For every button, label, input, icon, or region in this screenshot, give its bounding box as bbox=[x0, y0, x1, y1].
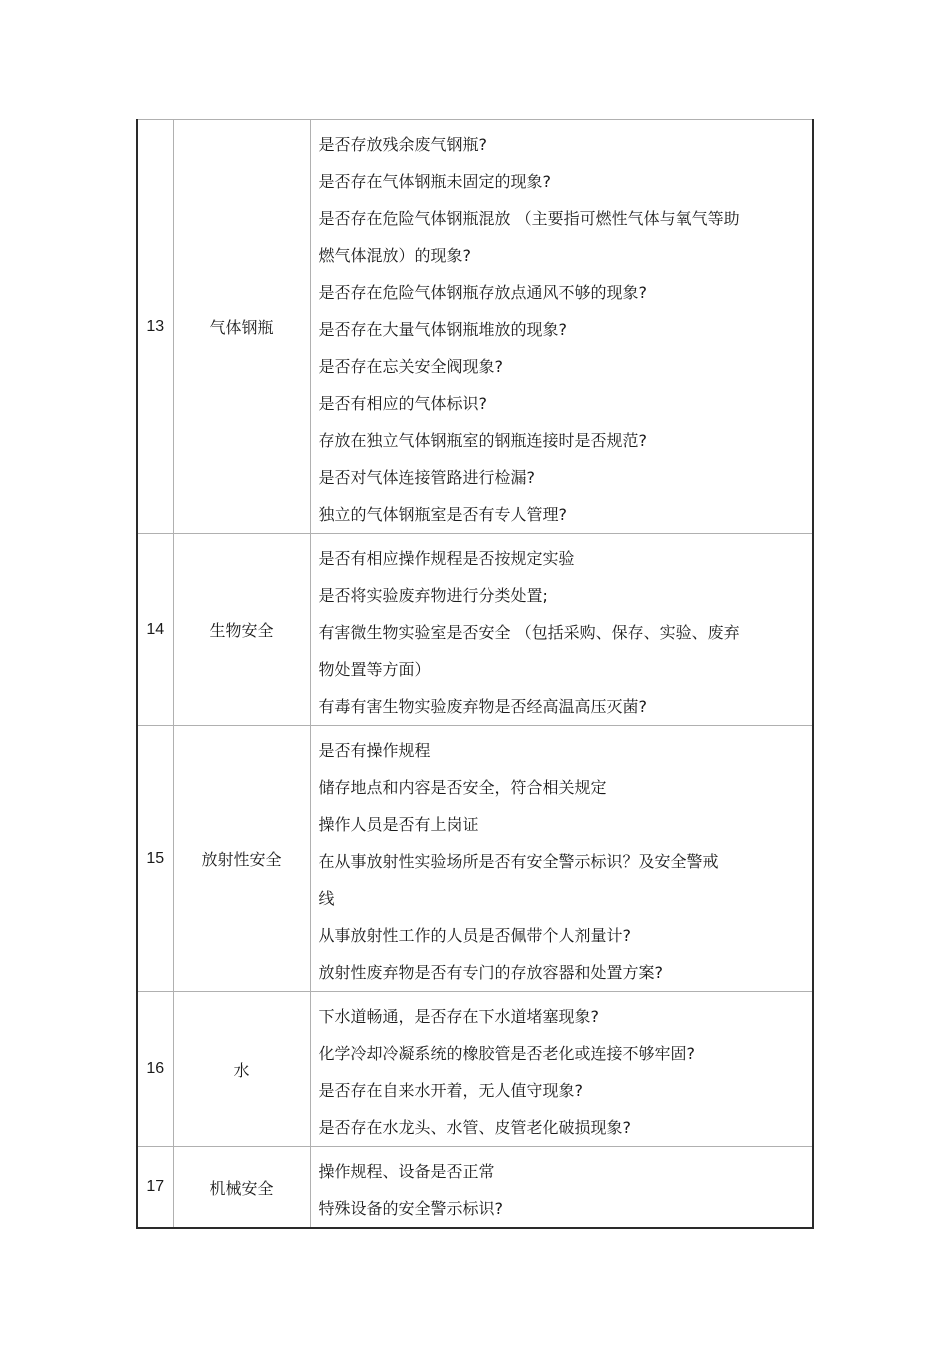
item-number: 17 bbox=[137, 1147, 173, 1229]
item-category: 生物安全 bbox=[173, 534, 310, 726]
item-number: 14 bbox=[137, 534, 173, 726]
check-item-line: 是否存在忘关安全阀现象? bbox=[318, 357, 503, 376]
check-item-line: 是否存在危险气体钢瓶混放 （主要指可燃性气体与氧气等助 bbox=[318, 209, 740, 228]
check-items bbox=[310, 120, 813, 534]
check-item-line: 独立的气体钢瓶室是否有专人管理? bbox=[318, 505, 567, 524]
check-item-line: 是否存在大量气体钢瓶堆放的现象? bbox=[318, 320, 567, 339]
item-number: 13 bbox=[137, 120, 173, 534]
check-items bbox=[310, 1147, 813, 1229]
check-item-line: 是否有相应的气体标识? bbox=[318, 394, 487, 413]
check-item-line: 是否有相应操作规程是否按规定实验 bbox=[318, 549, 575, 568]
check-item-line: 线 bbox=[318, 889, 335, 908]
check-item-line: 是否存在水龙头、水管、皮管老化破损现象? bbox=[318, 1118, 631, 1137]
check-item-line: 是否存放残余废气钢瓶? bbox=[318, 135, 487, 154]
check-item-line: 有毒有害生物实验废弃物是否经高温高压灭菌? bbox=[318, 697, 647, 716]
item-number: 16 bbox=[137, 992, 173, 1147]
check-item-line: 是否将实验废弃物进行分类处置; bbox=[318, 586, 548, 605]
check-item-line: 物处置等方面） bbox=[318, 660, 431, 679]
table-row bbox=[137, 1147, 813, 1229]
table-row bbox=[137, 726, 813, 992]
check-item-line: 在从事放射性实验场所是否有安全警示标识？及安全警戒 bbox=[318, 852, 719, 871]
item-category: 机械安全 bbox=[173, 1147, 310, 1229]
check-item-line: 是否有操作规程 bbox=[318, 741, 431, 760]
safety-checklist-table bbox=[136, 119, 814, 1229]
check-item-line: 是否存在自来水开着，无人值守现象? bbox=[318, 1081, 583, 1100]
item-number: 15 bbox=[137, 726, 173, 992]
check-item-line: 放射性废弃物是否有专门的存放容器和处置方案? bbox=[318, 963, 663, 982]
table-row bbox=[137, 120, 813, 534]
item-category: 水 bbox=[173, 992, 310, 1147]
check-item-line: 化学冷却冷凝系统的橡胶管是否老化或连接不够牢固? bbox=[318, 1044, 695, 1063]
check-item-line: 储存地点和内容是否安全，符合相关规定 bbox=[318, 778, 607, 797]
item-category: 放射性安全 bbox=[173, 726, 310, 992]
check-item-line: 下水道畅通，是否存在下水道堵塞现象? bbox=[318, 1007, 599, 1026]
check-item-line: 有害微生物实验室是否安全 （包括采购、保存、实验、废弃 bbox=[318, 623, 740, 642]
check-items bbox=[310, 534, 813, 726]
table-row bbox=[137, 534, 813, 726]
table-row bbox=[137, 992, 813, 1147]
check-item-line: 操作规程、设备是否正常 bbox=[318, 1162, 495, 1181]
check-item-line: 存放在独立气体钢瓶室的钢瓶连接时是否规范? bbox=[318, 431, 647, 450]
check-item-line: 从事放射性工作的人员是否佩带个人剂量计? bbox=[318, 926, 631, 945]
item-category: 气体钢瓶 bbox=[173, 120, 310, 534]
checklist-body bbox=[137, 120, 813, 1229]
check-item-line: 燃气体混放）的现象? bbox=[318, 246, 471, 265]
check-item-line: 操作人员是否有上岗证 bbox=[318, 815, 479, 834]
check-item-line: 是否对气体连接管路进行检漏? bbox=[318, 468, 535, 487]
check-item-line: 是否存在气体钢瓶未固定的现象? bbox=[318, 172, 551, 191]
check-items bbox=[310, 992, 813, 1147]
check-item-line: 是否存在危险气体钢瓶存放点通风不够的现象? bbox=[318, 283, 647, 302]
check-item-line: 特殊设备的安全警示标识? bbox=[318, 1199, 503, 1218]
check-items bbox=[310, 726, 813, 992]
